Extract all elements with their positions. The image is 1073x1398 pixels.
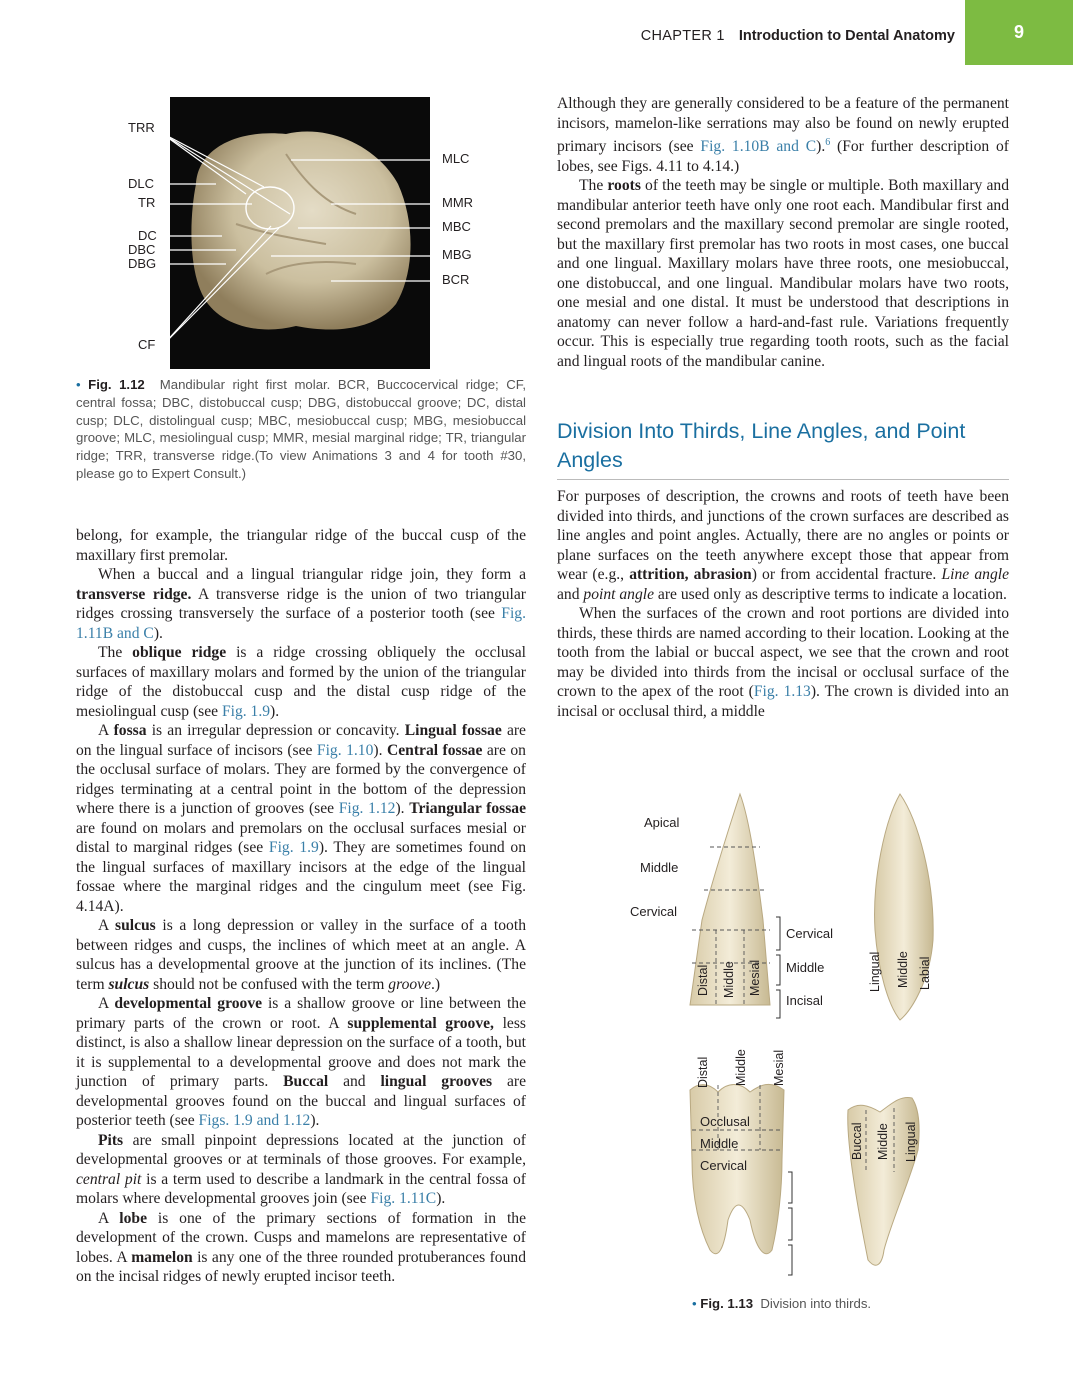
term: mamelon [131,1248,193,1266]
label-dlc: DLC [128,176,155,191]
label-molar-middle: Middle [734,1049,748,1086]
figure-1-12-caption: • Fig. 1.12 Mandibular right first molar. BCR, Buccocervical ridge; CF, central fossa; DBC, distobuccal cusp; DBG, distobuccal groove; DC, distal cusp; DLC, distolingual cusp; MBC, mesiobuccal cusp; MBG, mesiobuccal groove; MLC, mesiolingual cusp; MMR, mesial marginal ridge; TR, triangular ridge; TRR, transverse ridge.(To view Animations 3 and 4 for tooth #30, please go to Expert Consult.) [76,377,527,481]
paragraph: The roots of the teeth may be single or multiple. Both maxillary and mandibular anterior teeth have only one root each. Mandibular first and second premolars and the maxillary second premolar are single rooted, but the maxillary first premolar has two roots in most cases, one buccal and one lingual. Maxillary molars have three roots, one mesiobuccal, one distobuccal, and one lingual. Mandibular molars have two roots, one mesial and one distal. It must be understood that descriptions in anatomy can never follow a hard-and-fast rule. Variations frequently occur. This is especially true regarding tooth roots, such as the facial and lingual roots of the mandibular canine. [557,177,1009,370]
label-trr: TRR [128,120,155,135]
label-buccal: Buccal [850,1122,864,1160]
term: Pits [98,1131,124,1149]
right-column-text-top [557,94,1009,371]
label-incisal: Incisal [786,993,823,1008]
label-mmr: MMR [442,195,474,210]
figure-link[interactable]: Fig. 1.10 [316,741,374,759]
label-mlc: MLC [442,151,470,166]
chapter-label: CHAPTER 1 [640,28,725,44]
figure-link[interactable]: Figs. 1.9 and 1.12 [198,1112,311,1129]
term: transverse ridge. [76,585,192,603]
figure-1-13-caption: • Fig. 1.13 Division into thirds. [692,1296,872,1311]
caption-text: Mandibular right first molar. BCR, Buccocervical ridge; CF, central fossa; DBC, distobuccal cusp; DBG, distobuccal groove; DC, distal cusp; DLC, distolingual cusp; MBC, mesiobuccal cusp; MBG, mesiobuccal groove; MLC, mesiolingual cusp; MMR, mesial marginal ridge; TR, triangular ridge; TRR, transverse ridge.(To view Animations 3 and 4 for tooth #30, please go to Expert Consult.) [76,377,527,481]
label-occlusal: Occlusal [700,1114,750,1129]
figure-link[interactable]: Fig. 1.12 [338,800,396,817]
label-molar-mesial: Mesial [772,1049,786,1086]
term: lingual grooves [380,1073,493,1090]
caption-text: Division into thirds. [760,1296,872,1311]
paragraph: A lobe is one of the primary sections of formation in the development of the crown. Cusps and mamelons are representative of lobes. A mamelon is any one of the three rounded protuberances found on the incisal ridges of newly erupted incisor teeth. [76,1209,526,1285]
paragraph: When a buccal and a lingual triangular ridge join, they form a transverse ridge. A transverse ridge is the union of two triangular ridges crossing transversely the surface of a posterior tooth (see Fig. 1.11B and C). [76,566,526,642]
label-labial: Labial [918,956,932,990]
reference-superscript[interactable]: 6 [825,137,831,148]
label-mbc: MBC [442,219,471,234]
term: Lingual fossae [404,722,502,739]
label-dc: DC [138,228,157,243]
running-header [641,28,955,44]
label-bcr: BCR [442,272,470,287]
figure-link[interactable]: Fig. 1.11C [370,1190,437,1207]
figure-link[interactable]: Fig. 1.10B and C [700,138,817,156]
label-dbg: DBG [128,256,157,271]
right-column-text-mid [557,487,1009,721]
label-middle-ll: Middle [896,951,910,988]
paragraph: When the surfaces of the crown and root portions are divided into thirds, these thirds are named according to their location. Looking at the tooth from the labial or buccal aspect, we see that the crown and root may be divided into thirds from the incisal or occlusal surface of the crown to the apex of the root (Fig. 1.13). The crown is divided into an incisal or occlusal third, a middle [557,605,1009,720]
term: attrition, abrasion [629,566,752,583]
term: developmental groove [114,995,263,1012]
figure-link[interactable]: Fig. 1.9 [221,702,271,720]
paragraph: A developmental groove is a shallow groove or line between the primary parts of the crown or root. A supplemental groove, less distinct, is also a shallow linear depression on the surface of a tooth, but it is supplemental to a developmental groove and does not mark the junction of primary parts. Buccal and lingual grooves are developmental grooves found on the buccal and lingual surfaces of posterior teeth (see Figs. 1.9 and 1.12). [76,995,527,1129]
term: sulcus [115,917,156,934]
label-cervical-root: Cervical [630,904,677,919]
caption-label: Fig. 1.12 [88,377,145,392]
section-heading: Division Into Thirds, Line Angles, and Point Angles [557,417,1009,480]
label-lingual: Lingual [868,951,882,992]
label-dbc: DBC [128,242,156,257]
term: fossa [113,722,147,739]
label-molar-distal: Distal [696,1056,710,1088]
paragraph: Pits are small pinpoint depressions located at the junction of developmental grooves or at terminals of those grooves. For example, central pit is a term used to describe a landmark in the central fossa of molars where developmental grooves join (see Fig. 1.11C). [76,1131,527,1207]
label-middle-md: Middle [722,961,736,998]
figure-1-13 [600,780,1010,1290]
term: Central fossae [386,741,483,759]
caption-label: Fig. 1.13 [700,1296,754,1311]
paragraph: A sulcus is a long depression or valley in the surface of a tooth between ridges and cusps, the inclines of which meet at an angle. A sulcus has a developmental groove at the junction of its inclines. (The term sulcus should not be confused with the term groove.) [76,917,526,993]
paragraph: For purposes of description, the crowns and roots of teeth have been divided into thirds, and junctions of the crown surfaces are described as line angles and point angles. Actually, there are no angles or points or plane surfaces on the teeth anywhere except those that appear from wear (e.g., attrition, abrasion) or from accidental fracture. Line angle and point angle are used only as descriptive terms to indicate a location. [557,488,1009,603]
term: supplemental groove, [347,1014,494,1032]
label-molar-middle-h: Middle [700,1136,739,1151]
term: roots [607,177,641,195]
label-apical: Apical [644,815,680,830]
figure-link[interactable]: Fig. 1.11B and C [76,605,526,642]
figure-link[interactable]: Fig. 1.9 [268,839,319,856]
figure-1-12 [76,94,526,374]
teeth-illustration [600,780,1010,1290]
label-middle-bl: Middle [876,1123,890,1160]
label-cervical-crown: Cervical [786,926,833,941]
label-middle-root: Middle [640,860,679,875]
paragraph: Although they are generally considered to be a feature of the permanent incisors, mamelon-like serrations may also be found on newly erupted primary incisors (see Fig. 1.10B and C).$^6$ (For further description of lobes, see Figs. 4.11 to 4.14.) [557,95,1009,175]
paragraph: A fossa is an irregular depression or concavity. Lingual fossae are on the lingual surface of incisors (see Fig. 1.10). Central fossae are on the occlusal surface of molars. They are formed by the convergence of ridges terminating at a central point in the bottom of the depression where there is a junction of grooves (see Fig. 1.12). Triangular fossae are found on molars and premolars on the occlusal surfaces mesial or distal to marginal ridges (see Fig. 1.9). They are sometimes found on the lingual surfaces of maxillary incisors at the edge of the lingual fossae where the marginal ridges and the cingulum meet (see Fig. 4.14A). [76,722,526,915]
label-mbg: MBG [442,247,472,262]
term: Buccal [283,1073,329,1090]
term: Triangular fossae [409,800,526,817]
chapter-title: Introduction to Dental Anatomy [738,28,955,44]
figure-link[interactable]: Fig. 1.13 [753,683,811,700]
label-tr: TR [138,195,156,210]
page-number-badge [965,0,1073,65]
page-number: 9 [1013,22,1024,42]
label-mesial: Mesial [748,959,762,996]
label-distal: Distal [696,964,710,996]
term: lobe [119,1209,148,1227]
paragraph: The oblique ridge is a ridge crossing obliquely the occlusal surfaces of maxillary molars and formed by the union of the triangular ridge of the distobuccal cusp and the distal cusp ridge of the mesiolingual cusp (see Fig. 1.9). [76,644,526,720]
label-molar-lingual: Lingual [904,1121,918,1162]
left-column-text [76,526,526,1287]
label-cf: CF [138,337,156,352]
label-middle-crown: Middle [786,960,825,975]
term: oblique ridge [132,644,227,661]
label-molar-cervical: Cervical [700,1158,747,1173]
paragraph: belong, for example, the triangular ridge of the buccal cusp of the maxillary first premolar. [76,527,526,564]
